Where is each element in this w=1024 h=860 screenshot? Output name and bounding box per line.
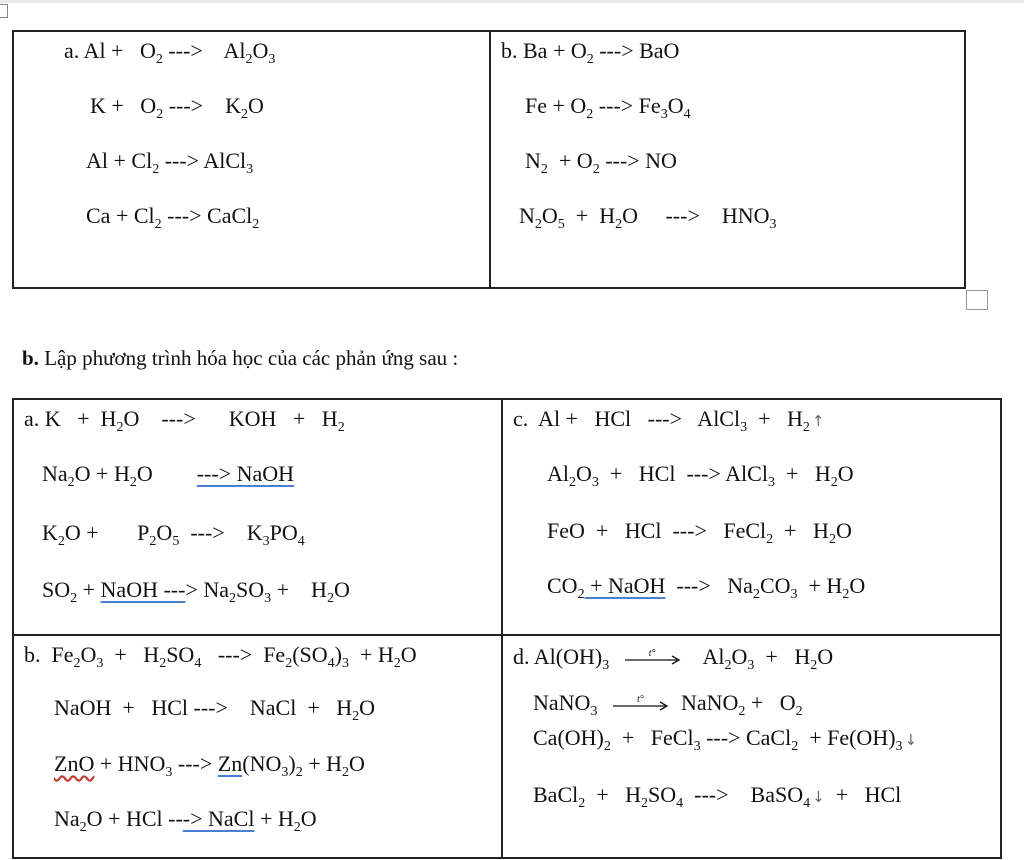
eq-line: $SO_2$ + NaOH ---> $Na_2SO_3$ + $H_2O$ [42,577,350,606]
equations-table-2 [12,398,1002,859]
equations-table-1 [12,30,966,289]
eq-line: ZnO + $HNO_3$ ---> $Zn(NO_3)_2 + H_2O$ [54,751,365,780]
eq-line: FeO + HCl ---> FeCl$_2$ + $H_2O$ [547,518,852,547]
eq-line: $Fe + O_2$ ---> $Fe_3O_4$ [525,93,691,122]
eq-line: $Ca(OH)_2$ + FeCl$_3$ ---> CaCl$_2$ + $Fe(OH)_3$ ↓ [533,725,918,754]
cell-a [13,31,490,288]
table-move-handle-icon[interactable] [0,4,8,18]
eq-line: NaOH + HCl ---> NaCl + $H_2O$ [54,695,376,724]
eq-line: c. Al + HCl ---> AlCl$_3$ + $H_2$ ↑ [513,406,825,435]
eq-line: $N_2O_5 + H_2O$ ---> $HNO_3$ [519,203,777,232]
heat-arrow-icon: t° [625,649,683,669]
cell-b [13,635,502,858]
eq-line: $CO_2$ + NaOH ---> $Na_2CO_3 + H_2O$ [547,573,866,602]
eq-line: a. $Al + O_2$ ---> $Al_2O_3$ [64,38,276,67]
cell-b [490,31,965,288]
eq-line: BaCl$_2$ + $H_2SO_4$ ---> BaSO$_4$ ↓ + HCl [533,782,902,811]
eq-line: $K + O_2$ ---> $K_2O$ [90,93,264,122]
eq-line: $Al + Cl_2$ ---> AlCl$_3$ [86,148,254,177]
cell-c [502,399,1001,635]
eq-line: $Na_2O + H_2O$ ---> NaOH [42,461,295,490]
eq-line: $K_2O$ + $P_2O_5$ ---> $K_3PO_4$ [42,520,305,549]
eq-line: $Na_2O$ + HCl ---> NaCl + $H_2O$ [54,806,317,835]
eq-line: $Ca + Cl_2$ ---> CaCl$_2$ [86,203,260,232]
eq-line: $N_2 + O_2$ ---> NO [525,148,677,177]
eq-line: d. $Al(OH)_3$ t° $Al_2O_3 + H_2O$ [513,644,834,673]
eq-line: b. $Fe_2O_3 + H_2SO_4$ ---> $Fe_2(SO_4)_3 + H_2O$ [24,642,417,671]
heat-arrow-icon: t° [613,695,671,715]
eq-line: b. $Ba + O_2$ ---> BaO [501,38,680,67]
cell-d [502,635,1001,858]
section-heading: b. Lập phương trình hóa học của các phản ứng sau : [22,346,459,370]
eq-line: a. $K + H_2O$ ---> KOH + $H_2$ [24,406,345,435]
eq-line: NaNO$_3$ t° NaNO$_2$ + $O_2$ [533,690,803,719]
top-ruler [0,0,1024,3]
cell-a [13,399,502,635]
eq-line: $Al_2O_3$ + HCl ---> AlCl$_3$ + $H_2O$ [547,461,854,490]
table-resize-handle[interactable] [966,290,988,310]
